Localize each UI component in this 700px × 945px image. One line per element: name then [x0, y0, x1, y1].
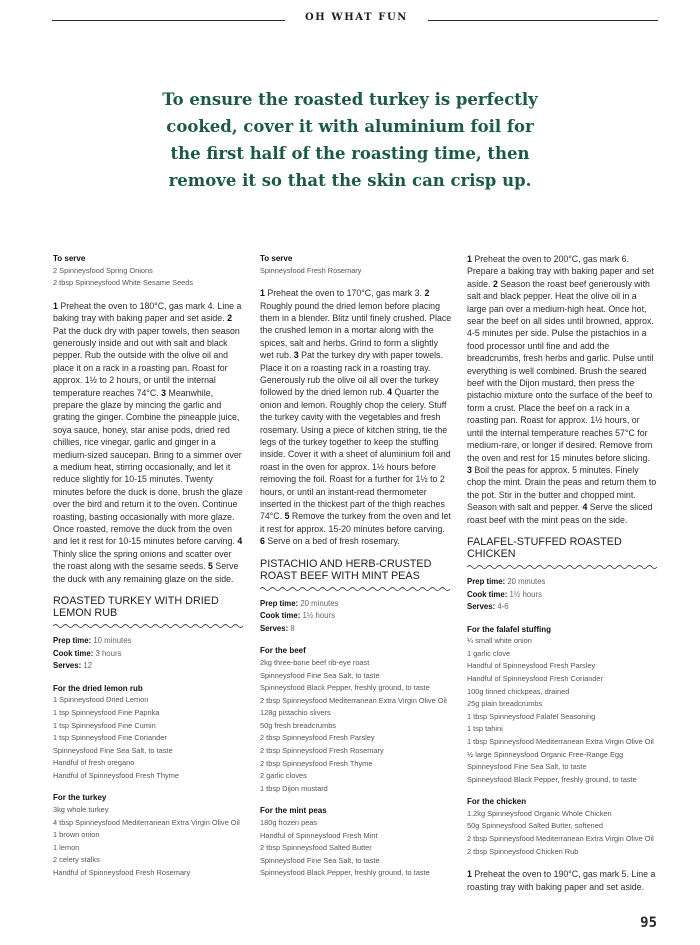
ingredient: Spinneysfood Black Pepper, freshly ground, to taste — [260, 868, 430, 878]
ingredient: Spinneysfood Fresh Rosemary — [260, 265, 362, 275]
ingredient: 3kg whole turkey — [53, 804, 109, 814]
column-1 — [53, 253, 243, 880]
ingredient: 25g plain breadcrumbs — [467, 699, 543, 709]
ingredient-group-label: For the chicken — [467, 797, 527, 807]
pull-quote-line: cooked, cover it with aluminium foil for — [166, 117, 534, 136]
ingredient: 50g Spinneysfood Salted Butter, softened — [467, 821, 604, 831]
serves: Serves: 4-6 — [467, 602, 509, 612]
page-number: 95 — [640, 915, 657, 931]
ingredient: Handful of Spinneysfood Fresh Mint — [260, 830, 378, 840]
column-3 — [467, 253, 657, 893]
pull-quote-line: the first half of the roasting time, then — [170, 144, 530, 163]
ingredient: 2 tbsp Spinneysfood Mediterranean Extra Virgin Olive Oil — [467, 834, 654, 844]
ingredient: 1 tbsp Dijon mustard — [260, 783, 328, 793]
ingredient: ½ large Spinneysfood Organic Free-Range Egg — [467, 749, 624, 759]
prep-time: Prep time: 10 minutes — [53, 636, 132, 646]
page-header — [52, 11, 658, 31]
prep-time: Prep time: 20 minutes — [467, 576, 546, 586]
ingredient-group-label: For the beef — [260, 646, 306, 656]
method-text: 1 Preheat the oven to 190°C, gas mark 5. Line a roasting tray with baking paper and set aside. — [467, 869, 656, 892]
ingredient: 2 tbsp Spinneysfood White Sesame Seeds — [53, 278, 194, 288]
ingredient: 1 tsp Spinneysfood Fine Paprika — [53, 707, 160, 717]
recipe-title: PISTACHIO AND HERB-CRUSTED ROAST BEEF WITH MINT PEAS — [260, 557, 432, 582]
ingredient: 2 garlic cloves — [260, 771, 307, 781]
ingredient: 1 tbsp Spinneysfood Falafel Seasoning — [467, 711, 596, 721]
method-text: 1 Preheat the oven to 200°C, gas mark 6. Prepare a baking tray with baking paper and set aside. 2 Season the roast beef generously with salt and black pepper. Heat the olive oil in a large pan over a medium-high heat. Once hot, sear the beef on all sides until browned, approx. 4-5 minutes per side. Pulse the pistachios in a food processor until fine and add the breadcrumbs, fresh herbs and garlic. Pulse until everything is well combined. Brush the seared beef with the Dijon mustard, then press the pistachio mixture onto the surface of the beef to form a crust. Place the beef on a rack in a roasting pan. Roast for approx. 1½ hours, or until the internal temperature reaches 57°C for medium-rare, or longer if desired. Remove from the oven and rest for 15 minutes before slicing. 3 Boil the peas for approx. 5 minutes. Finely chop the mint. Drain the peas and return them to the pot. Stir in the butter and chopped mint. Season with salt and pepper. 4 Serve the sliced roast beef with the mint peas on the side. — [467, 254, 657, 525]
ingredient: 2 tbsp Spinneysfood Mediterranean Extra Virgin Olive Oil — [260, 695, 447, 705]
ingredient: Spinneysfood Black Pepper, freshly ground, to taste — [467, 774, 637, 784]
pull-quote — [110, 86, 590, 194]
recipe-title: ROASTED TURKEY WITH DRIED LEMON RUB — [53, 595, 219, 620]
ingredient: 1 Spinneysfood Dried Lemon — [53, 695, 149, 705]
ingredient: 1 garlic clove — [467, 648, 511, 658]
ingredient: 180g frozen peas — [260, 817, 318, 827]
ingredient: 4 tbsp Spinneysfood Mediterranean Extra Virgin Olive Oil — [53, 817, 240, 827]
ingredient: 50g fresh breadcrumbs — [260, 720, 336, 730]
ingredient: 2kg three-bone beef rib-eye roast — [260, 657, 370, 667]
cook-time: Cook time: 1½ hours — [467, 589, 542, 599]
pull-quote-line: To ensure the roasted turkey is perfectly — [162, 90, 538, 109]
ingredient: Handful of fresh oregano — [53, 758, 135, 768]
ingredient: 1 lemon — [53, 842, 80, 852]
section-title: OH WHAT FUN — [304, 12, 408, 23]
ingredient: 2 Spinneysfood Spring Onions — [53, 265, 153, 275]
ingredient: 1 tsp Spinneysfood Fine Coriander — [53, 733, 167, 743]
method-text: 1 Preheat the oven to 180°C, gas mark 4. Line a baking tray with baking paper and set aside. 2 Pat the duck dry with paper towels, then season generously inside and out with salt and black pepper. Rub the outside with the olive oil and place it on a rack in a roasting pan. Roast for approx. 1½ to 2 hours, or until the internal temperature reaches 74°C. 3 Meanwhile, prepare the glaze by mincing the garlic and grating the ginger. Combine the pineapple juice, soya sauce, honey, star anise pods, dried red chillies, rice vinegar, garlic and ginger in a medium-sized saucepan. Bring to a simmer over a medium heat, stirring occasionally, and let it reduce slightly for 10-15 minutes. Twenty minutes before the duck is done, brush the glaze over the bird and return it to the oven. Continue roasting, basting occasionally with more glaze. Once roasted, remove the duck from the oven and let it rest for 10-15 minutes before carving. 4 Thinly slice the spring onions and scatter over the roast along with the sesame seeds. 5 Serve the duck with any remaining glaze on the side. — [53, 300, 243, 584]
ingredient: 100g tinned chickpeas, drained — [467, 686, 570, 696]
ingredient: 2 tbsp Spinneysfood Fresh Rosemary — [260, 746, 384, 756]
ingredient: Spinneysfood Fine Sea Salt, to taste — [260, 855, 380, 865]
pull-quote-line: remove it so that the skin can crisp up. — [168, 171, 532, 190]
header-rule-right — [428, 20, 658, 21]
ingredient: 2 tbsp Spinneysfood Fresh Thyme — [260, 758, 373, 768]
wavy-divider — [260, 586, 452, 592]
serves: Serves: 8 — [260, 623, 295, 633]
ingredient-group-label: For the turkey — [53, 793, 107, 803]
cook-time: Cook time: 1½ hours — [260, 611, 335, 621]
ingredient: 1 tsp Spinneysfood Fine Cumin — [53, 720, 156, 730]
wavy-divider — [53, 623, 243, 629]
ingredient: ¼ small white onion — [467, 636, 532, 646]
serves: Serves: 12 — [53, 661, 93, 671]
ingredient: 2 celery stalks — [53, 855, 100, 865]
ingredient-group-label: For the falafel stuffing — [467, 624, 551, 634]
column-2 — [260, 253, 452, 880]
ingredient: Spinneysfood Black Pepper, freshly ground, to taste — [260, 683, 430, 693]
wavy-divider — [467, 564, 657, 570]
ingredient-group-label: For the dried lemon rub — [53, 683, 143, 693]
ingredient: Handful of Spinneysfood Fresh Rosemary — [53, 867, 191, 877]
ingredient: 128g pistachio slivers — [260, 708, 331, 718]
cook-time: Cook time: 3 hours — [53, 648, 122, 658]
ingredient: Spinneysfood Fine Sea Salt, to taste — [467, 762, 587, 772]
prep-time: Prep time: 20 minutes — [260, 598, 339, 608]
method-text: 1 Preheat the oven to 170°C, gas mark 3. 2 Roughly pound the dried lemon before placing them in a blender. Blitz until finely crushed. Place the crushed lemon in a mortar along with the spices, salt and herbs. Grind to form a slightly wet rub. 3 Pat the turkey dry with paper towels. Place it on a roasting rack in a roasting tray. Generously rub the olive oil all over the turkey followed by the dried lemon rub. 4 Quarter the onion and lemon. Roughly chop the celery. Stuff the turkey cavity with the vegetables and fresh rosemary. Using a piece of kitchen string, tie the legs of the turkey together to keep the stuffing inside. Cover it with a sheet of aluminium foil and roast in the oven for approx. 1½ hours before removing the foil. Roast for a further for 1½ to 2 hours, or until an instant-read thermometer inserted in the thickest part of the thigh reaches 74°C. 5 Remove the turkey from the oven and let it rest for approx. 15-20 minutes before carving. 6 Serve on a bed of fresh rosemary. — [260, 288, 452, 547]
to-serve-label: To serve — [53, 254, 86, 263]
ingredient: Handful of Spinneysfood Fresh Thyme — [53, 770, 179, 780]
ingredient: 1 tbsp Spinneysfood Mediterranean Extra Virgin Olive Oil — [467, 736, 654, 746]
ingredient: 2 tbsp Spinneysfood Salted Butter — [260, 843, 372, 853]
recipe-title: FALAFEL-STUFFED ROASTED CHICKEN — [467, 535, 622, 560]
ingredient: 1.2kg Spinneysfood Organic Whole Chicken — [467, 808, 612, 818]
header-rule-left — [52, 20, 285, 21]
ingredient: Handful of Spinneysfood Fresh Parsley — [467, 661, 596, 671]
to-serve-label: To serve — [260, 254, 293, 263]
ingredient: 2 tbsp Spinneysfood Chicken Rub — [467, 846, 579, 856]
ingredient: 1 tsp tahini — [467, 724, 503, 734]
ingredient: Handful of Spinneysfood Fresh Coriander — [467, 674, 603, 683]
ingredient: 2 tbsp Spinneysfood Fresh Parsley — [260, 733, 375, 743]
ingredient: Spinneysfood Fine Sea Salt, to taste — [260, 670, 380, 680]
ingredient: 1 brown onion — [53, 830, 100, 840]
ingredient-group-label: For the mint peas — [260, 806, 327, 816]
ingredient: Spinneysfood Fine Sea Salt, to taste — [53, 745, 173, 755]
